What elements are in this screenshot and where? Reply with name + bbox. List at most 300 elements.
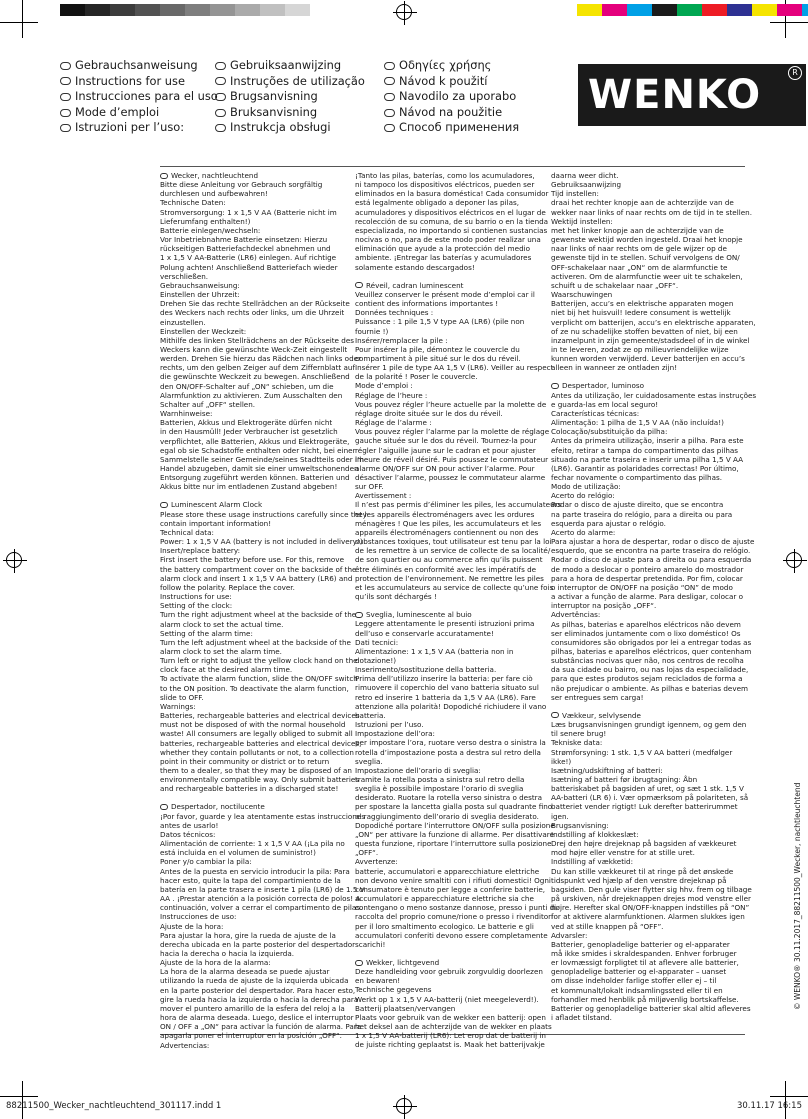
country-badge-icon xyxy=(551,383,559,389)
text-line: Turn the left adjustment wheel at the backside of the xyxy=(160,637,351,647)
text-line: First insert the battery before use. For this, remove xyxy=(160,555,344,565)
instruction-section xyxy=(551,381,757,702)
text-line: de les remettre à un service de collecte de sa localité/ xyxy=(355,546,551,556)
language-label: Οδηγίες χρήσης xyxy=(399,58,492,72)
crop-mark xyxy=(785,1081,786,1119)
country-badge-icon xyxy=(355,960,363,966)
text-line: Advertências: xyxy=(551,610,601,620)
text-line: appareils électroménagers contiennent ou non des xyxy=(355,527,539,537)
language-entry xyxy=(384,105,519,121)
text-line: esquerdo, que se encontra na parte traseira do relógio. xyxy=(551,546,751,556)
text-line: al raggiungimento dell’orario di sveglia desiderato. xyxy=(355,811,539,821)
text-line: situado na parte traseira e inserir uma pilha 1,5 V AA xyxy=(551,454,744,464)
text-line: contient des informations importantes ! xyxy=(355,299,499,309)
text-line: Technische Daten: xyxy=(160,198,226,208)
text-line: 1 x 1,5 V AA-batterij (LR6): Let erop dat de batterij in xyxy=(355,1031,546,1041)
text-line: Dati tecnici: xyxy=(355,637,399,647)
text-line: Alimentación de corriente: 1 x 1,5 V AA (¡La pila no xyxy=(160,839,345,849)
text-line: recolección de su comuna, de su barrio o en la tienda xyxy=(355,216,549,226)
text-line: højre. Herefter skal ON/OFF-knappen indstilles på “ON” xyxy=(551,903,750,913)
text-line: slide to OFF. xyxy=(160,692,204,702)
text-line: Brugsanvisning: xyxy=(551,820,609,830)
text-line: durchlesen und aufbewahren! xyxy=(160,189,268,199)
text-line: environmentally compatible way. Only submit batteries xyxy=(160,775,360,785)
country-badge-icon xyxy=(160,804,168,810)
text-line: Impostazione dell’orario di sveglia: xyxy=(355,765,481,775)
text-line: in den Hausmüll! Jeder Verbraucher ist gesetzlich xyxy=(160,427,338,437)
language-list-1 xyxy=(60,58,218,136)
language-entry xyxy=(384,89,519,105)
text-line: dotazione!) xyxy=(355,655,397,665)
crop-mark xyxy=(770,22,808,23)
text-line: antes de usarlo! xyxy=(160,820,219,830)
color-swatch xyxy=(260,4,285,16)
text-line: acumuladores y dispositivos eléctricos en el lugar de xyxy=(355,207,546,217)
text-line: Setting of the clock: xyxy=(160,601,233,611)
text-line: désactiver l’alarme, poussez le commutateur alarme xyxy=(355,473,546,482)
text-line: To activate the alarm function, slide the ON/OFF switch xyxy=(160,674,358,684)
text-line: Entsorgung zugeführt werden können. Batterien und xyxy=(160,473,350,483)
country-badge-icon xyxy=(60,124,71,132)
text-line: Indstilling af klokkeslæt: xyxy=(551,829,639,839)
text-line: Du kan stille vækkeuret til at ringe på det ønskede xyxy=(551,866,734,876)
text-line: Características técnicas: xyxy=(551,408,640,418)
text-line: (LR6). Garantir as polaridades correctas! Por último, xyxy=(551,463,739,473)
text-line: Colocação/substituição da pilha: xyxy=(551,427,668,437)
registration-mark-bottom xyxy=(396,1098,412,1114)
text-line: Inserimento/sostituzione della batteria. xyxy=(355,665,497,675)
text-line: Antes da utilização, ler cuidadosamente estas instruções xyxy=(551,390,757,400)
country-badge-icon xyxy=(551,712,559,718)
text-line: ser entregues sem carga! xyxy=(551,692,644,702)
text-line: naar links of naar rechts om de gele wijzer op de xyxy=(551,244,727,254)
section-title xyxy=(160,500,356,509)
text-line: per impostare l’ora, ruotare verso destra o sinistra la xyxy=(355,738,546,748)
text-line: batteriskabet på bagsiden af uret, og sæt 1 stk. 1,5 V xyxy=(551,784,744,794)
text-line: Rodar o disco de ajuste direito, que se encontra xyxy=(551,500,724,510)
text-line: batería en la parte trasera e inserte 1 pila (LR6) de 1.5 V xyxy=(160,884,365,894)
text-line: de son quartier ou au commerce afin qu’ils puissent xyxy=(355,555,543,565)
color-swatch xyxy=(577,4,602,16)
language-label: Navodilo za uporabo xyxy=(399,89,517,104)
language-label: Instrukcja obsługi xyxy=(230,120,331,135)
language-entry xyxy=(60,58,218,74)
text-line: gauche située sur le dos du réveil. Tournez-la pour xyxy=(355,436,537,446)
crop-mark xyxy=(0,22,38,23)
text-line: être éliminés en conformité avec les impératifs de xyxy=(355,564,537,574)
country-badge-icon xyxy=(60,93,71,101)
text-line: La hora de la alarma deseada se puede ajustar xyxy=(160,967,330,977)
top-rule xyxy=(160,166,745,167)
instruction-section xyxy=(355,610,557,949)
language-label: Gebruiksaanwijzing xyxy=(230,58,342,72)
text-line: Vous pouvez régler l’alarme par la molette de réglage xyxy=(355,427,550,437)
text-line: Setting of the alarm time: xyxy=(160,628,253,638)
text-line: them to a dealer, so that they may be disposed of an xyxy=(160,766,352,775)
country-badge-icon xyxy=(60,62,71,70)
color-swatch xyxy=(110,4,135,16)
language-entry xyxy=(60,120,218,136)
text-line: questa funzione, riportare l’interruttore sulla posizione xyxy=(355,839,552,849)
text-line: Werkt op 1 x 1,5 V AA-batterij (niet meegeleverd!). xyxy=(355,994,539,1004)
text-line: werden. Drehen Sie hierzu das Rädchen nach links oder xyxy=(160,354,362,364)
text-line: retro ed inserire 1 batteria da 1,5 V AA (LR6). Fare xyxy=(355,692,536,702)
text-line: for at aktivere alarmfunktionen. Alarmen slukkes igen xyxy=(551,912,745,922)
text-line: til senere brug! xyxy=(551,729,607,739)
text-line: ¡Tanto las pilas, baterías, como los acumuladores, xyxy=(355,171,535,180)
instruction-section xyxy=(160,171,365,492)
text-line: Strømforsyning: 1 stk. 1,5 V AA batteri (medfølger xyxy=(551,747,733,757)
language-entry xyxy=(215,58,365,74)
color-swatch xyxy=(777,4,802,16)
text-line: réglage droite située sur le dos du réveil. xyxy=(355,408,503,418)
country-badge-icon xyxy=(384,124,395,132)
text-line: efeito, retirar a tampa do compartimento das pilhas xyxy=(551,445,739,455)
color-swatch xyxy=(285,4,310,16)
language-entry xyxy=(215,105,365,121)
text-line: Mithilfe des linken Stellrädchens an der Rückseite des xyxy=(160,335,354,345)
text-line: to the ON position. To deactivate the alarm function, xyxy=(160,683,349,693)
text-line: ser eliminados juntamente com o lixo doméstico! Os xyxy=(551,628,741,638)
text-line: er lovmæssigt forpligtet til at aflevere alle batterier, xyxy=(551,958,739,968)
text-line: na parte traseira do relógio, para a direita ou para xyxy=(551,509,733,519)
text-line: Polung achten! Anschließend Batteriefach wieder xyxy=(160,262,338,272)
text-line: Insert/replace battery: xyxy=(160,546,241,556)
text-line: Poner y/o cambiar la pila: xyxy=(160,857,252,867)
text-line: Technical data: xyxy=(160,527,214,537)
color-swatch xyxy=(235,4,260,16)
text-line: Ajuste de la hora: xyxy=(160,921,224,931)
language-entry xyxy=(215,74,365,90)
crop-mark xyxy=(0,1096,38,1097)
country-badge-icon xyxy=(384,62,395,70)
text-line: den ON/OFF-Schalter auf „ON“ schieben, um die xyxy=(160,381,334,391)
color-swatch xyxy=(752,4,777,16)
text-line: niet bij het huisvuil! Iedere consument is wettelijk xyxy=(551,308,731,318)
text-line: Isætning af batteri før ibrugtagning: Åbn xyxy=(551,775,698,784)
text-line: ¡Por favor, guarde y lea atentamente estas instrucciones xyxy=(160,811,365,821)
text-column-1 xyxy=(160,171,367,1059)
language-label: Mode d’emploi xyxy=(75,104,160,119)
text-line: sveglia è possibile impostare l’orario di sveglia xyxy=(355,784,524,794)
text-line: Leggere attentamente le presenti istruzioni prima xyxy=(355,619,535,629)
text-line: dell’uso e conservarle accuratamente! xyxy=(355,628,494,638)
text-line: Waarschuwingen xyxy=(551,290,613,300)
instruction-section xyxy=(355,958,551,1050)
color-swatch xyxy=(85,4,110,16)
instruction-section xyxy=(551,710,752,1023)
footer-timestamp: 30.11.17 16:15 xyxy=(736,1101,802,1111)
text-line: clock face at the desired alarm time. xyxy=(160,665,293,675)
country-badge-icon xyxy=(384,109,395,117)
text-line: nocivas o no, para de este modo poder realizar una xyxy=(355,235,541,245)
text-line: scarichi! xyxy=(355,939,386,949)
country-badge-icon xyxy=(215,93,226,101)
text-line: Para ajustar la hora, gire la rueda de ajuste de la xyxy=(160,930,336,940)
text-line: verpflichtet, alle Batterien, Akkus und Elektrogeräte, xyxy=(160,436,350,446)
text-line: mover el puntero amarillo de la esfera del reloj a la xyxy=(160,1003,345,1013)
section-title-text: Wecker, nachtleuchtend xyxy=(171,171,259,180)
text-line: tramite la rotella posta a sinistra sul retro della xyxy=(355,775,525,784)
color-swatch xyxy=(602,4,627,16)
text-line: contain important information! xyxy=(160,518,272,528)
country-badge-icon xyxy=(355,282,363,288)
section-title xyxy=(355,958,551,967)
text-line: AA . ¡Prestar atención a la posición correcta de polos! A xyxy=(160,894,361,904)
text-line: follow the polarity. Replace the cover. xyxy=(160,582,295,592)
color-swatch xyxy=(185,4,210,16)
text-line: eliminación que ayude a la protección del medio xyxy=(355,244,531,254)
text-line: hacer esto, quite la tapa del compartimiento de la xyxy=(160,875,341,885)
text-line: daarna weer dicht. xyxy=(551,171,619,180)
text-line: de juiste richting geplaatst is. Maak het batterijvakje xyxy=(355,1040,545,1050)
color-swatch xyxy=(60,4,85,16)
text-line: waste! All consumers are legally obliged to submit all xyxy=(160,729,353,739)
text-line: ménagères ! Que les piles, les accumulateurs et les xyxy=(355,518,542,528)
wenko-logo xyxy=(578,64,806,126)
text-line: Réglage de l’heure : xyxy=(355,390,428,400)
text-line: o interruptor de ON/OFF na posição “ON” de modo xyxy=(551,582,733,592)
language-label: Návod k použití xyxy=(399,73,488,88)
text-line: sur OFF. xyxy=(355,482,384,492)
language-entry xyxy=(215,89,365,105)
text-line: Modo de utilização: xyxy=(551,482,621,492)
text-line: Læs brugsanvisningen grundigt igennem, og gem den xyxy=(551,720,747,730)
country-badge-icon xyxy=(60,77,71,85)
text-line: Advarsler: xyxy=(551,930,588,940)
crop-mark xyxy=(22,0,23,38)
text-line: Batterijen, accu’s en elektrische apparaten mogen xyxy=(551,299,734,309)
text-line: mod højre eller venstre for at stille uret. xyxy=(551,848,695,858)
text-line: batterie, accumulatori e apparecchiature elettriche xyxy=(355,866,540,876)
text-line: activeren. Om de alarmfunctie weer uit te schakelen, xyxy=(551,271,743,281)
text-line: Il n’est pas permis d’éliminer les piles, les accumulateurs xyxy=(355,500,562,510)
footer-file-name: 88211500_Wecker_nachtleuchtend_301117.indd 1 xyxy=(6,1101,222,1111)
language-entry xyxy=(384,74,519,90)
country-badge-icon xyxy=(215,124,226,132)
text-line: Antes de la puesta en servicio introducir la pila: Para xyxy=(160,866,350,876)
language-label: Instructions for use xyxy=(75,73,185,88)
text-line: ved at stille knappen på “OFF”. xyxy=(551,921,664,931)
text-line: „OFF“. xyxy=(355,848,379,858)
text-line: Vous pouvez régler l’heure actuelle par la molette de xyxy=(355,399,547,409)
color-swatch xyxy=(727,4,752,16)
section-title-text: Réveil, cadran luminescent xyxy=(366,280,464,290)
section-title-text: Luminescent Alarm Clock xyxy=(171,500,263,510)
text-line: Avertissement : xyxy=(355,491,412,501)
text-line: egal ob sie Schadstoffe enthalten oder nicht, bei einer xyxy=(160,445,356,455)
color-swatch xyxy=(677,4,702,16)
text-line: Akkus bitte nur im entladenen Zustand abgeben! xyxy=(160,482,338,492)
color-swatch xyxy=(627,4,652,16)
text-line: ON / OFF a „ON“ para activar la función de alarma. Para xyxy=(160,1022,362,1032)
text-line: hacia la derecha o hacia la izquierda. xyxy=(160,948,295,958)
country-badge-icon xyxy=(215,109,226,117)
text-line: batteria. xyxy=(355,710,386,720)
text-line: non devono venire smaltiti con i rifiuti domestici! Ogni xyxy=(355,875,551,885)
text-line: a activar a função de alarme. Para desligar, colocar o xyxy=(551,592,744,602)
text-line: apagarla poner el interruptor en la posición „OFF“. xyxy=(160,1031,342,1041)
text-line: på urskiven, når drejeknappen drejes mod venstre eller xyxy=(551,894,751,904)
section-title xyxy=(355,281,551,290)
text-line: rotella d’impostazione posta a destra sul retro della xyxy=(355,747,541,757)
text-line: batteriet vender rigtigt! Luk derefter batterirummet xyxy=(551,802,738,812)
text-line: rückseitigen Batteriefachdeckel abnehmen und xyxy=(160,244,331,254)
color-swatch xyxy=(160,4,185,16)
text-line: Gebruiksaanwijzing xyxy=(551,180,622,190)
text-line: Acerto do alarme: xyxy=(551,527,616,537)
text-line: Turn left or right to adjust the yellow clock hand on the xyxy=(160,656,358,666)
text-line: l’heure de réveil désiré. Puis poussez le commutateur xyxy=(355,454,549,464)
color-control-bar xyxy=(577,4,808,16)
country-badge-icon xyxy=(60,109,71,117)
color-swatch xyxy=(702,4,727,16)
language-label: Instruções de utilização xyxy=(230,73,365,88)
text-line: alarm clock and insert 1 x 1,5 V AA battery (LR6) and xyxy=(160,573,353,583)
language-label: Bruksanvisning xyxy=(230,104,318,119)
text-column-3 xyxy=(551,171,757,1031)
country-badge-icon xyxy=(355,612,363,618)
text-line: Turn the right adjustment wheel at the backside of the xyxy=(160,610,357,620)
text-line: Wektijd instellen: xyxy=(551,216,613,226)
language-label: Способ применения xyxy=(399,120,520,135)
text-line: Batterien, Akkus und Elektrogeräte dürfen nicht xyxy=(160,418,333,428)
text-line: verschließen. xyxy=(160,271,209,281)
text-line: kunnen worden verwijderd. Lever batterijen en accu’s xyxy=(551,354,745,364)
text-line: inzamelpunt in zijn gemeente/stadsdeel of in de winkel xyxy=(551,335,750,345)
text-line: verplicht om batterijen, accu’s en elektrische apparaten, xyxy=(551,317,756,327)
language-label: Istruzioni per l’uso: xyxy=(75,120,185,135)
text-line: solamente estando descargados! xyxy=(355,262,475,272)
text-line: Sammelstelle seiner Gemeinde/seines Stadtteils oder im xyxy=(160,454,365,464)
language-list-3 xyxy=(384,58,519,136)
text-line: Alimentazione: 1 x 1,5 V AA (batteria non in xyxy=(355,646,514,656)
text-line: da sua cidade ou bairro, ou nas lojas da especialidade, xyxy=(551,665,749,675)
text-line: per il loro smaltimento ecologico. Le batterie e gli xyxy=(355,921,534,931)
section-title xyxy=(160,171,356,180)
text-line: en bewaren! xyxy=(355,976,401,986)
color-swatch xyxy=(802,4,808,16)
text-line: raccolta del proprio comune/rione o presso i rivenditori xyxy=(355,912,554,922)
language-label: Gebrauchsanweisung xyxy=(75,58,198,72)
text-line: Batterier, genopladelige batterier og el-apparater xyxy=(551,939,730,949)
text-line: accumulatori e apparecchiature elettriche sia che xyxy=(355,894,534,904)
text-line: må ikke smides i skraldespanden. Enhver forbruger xyxy=(551,948,737,958)
text-line: gewenste tijd in te stellen. Schuif vervolgens de ON/ xyxy=(551,253,740,263)
text-line: Gebrauchsanweisung: xyxy=(160,280,240,290)
color-swatch xyxy=(135,4,160,16)
text-line: consumidores são obrigados por lei a entregar todas as xyxy=(551,637,752,647)
instruction-section xyxy=(160,802,365,1050)
language-entry xyxy=(384,120,519,136)
text-line: en la parte posterior del despertador. Para hacer esto, xyxy=(160,985,356,995)
language-entry xyxy=(60,89,218,105)
instruction-section xyxy=(551,171,756,373)
text-line: ikke!) xyxy=(551,756,572,766)
text-line: „ON“ per attivare la funzione di allarme. Per disattivare xyxy=(355,829,554,839)
text-line: die gewünschte Weckzeit zu bewegen. Anschließend xyxy=(160,372,350,382)
text-line: accumulatori conferiti devono essere completamente xyxy=(355,930,548,940)
text-line: Isætning/udskiftning af batteri: xyxy=(551,765,663,775)
text-line: Alimentação: 1 pilha de 1,5 V AA (não incluída!) xyxy=(551,418,724,428)
text-line: AA-batteri (LR 6) i. Vær opmærksom på polariteten, så xyxy=(551,793,749,803)
section-title xyxy=(551,381,747,390)
country-badge-icon xyxy=(160,173,168,179)
text-line: Alarmfunktion zu aktivieren. Zum Ausschalten den xyxy=(160,390,343,400)
text-line: ni tampoco los dispositivos eléctricos, pueden ser xyxy=(355,180,535,190)
text-line: must not be disposed of with the normal household xyxy=(160,720,346,730)
registration-mark-left xyxy=(6,552,22,568)
text-line: Ajuste de la hora de la alarma: xyxy=(160,958,271,968)
section-title xyxy=(551,711,747,720)
text-line: alleen in wanneer ze ontladen zijn! xyxy=(551,363,678,373)
instruction-section xyxy=(160,500,367,794)
text-line: Einstellen der Weckzeit: xyxy=(160,326,247,336)
text-line: Réglage de l’alarme : xyxy=(355,418,432,428)
text-line: não prejudicar o ambiente. As pilhas e baterias devem xyxy=(551,683,749,693)
text-line: Tijd instellen: xyxy=(551,189,599,199)
section-title xyxy=(355,610,551,619)
text-line: einzustellen. xyxy=(160,317,206,327)
text-line: draai het rechter knopje aan de achterzijde van de xyxy=(551,198,734,208)
language-list-2 xyxy=(215,58,365,136)
text-line: Datos técnicos: xyxy=(160,829,216,839)
text-line: Batteries, rechargeable batteries and electrical devices xyxy=(160,711,360,721)
text-line: Indstilling af vækketid: xyxy=(551,857,634,867)
country-badge-icon xyxy=(160,502,168,508)
text-line: whether they contain pollutants or not, to a collection xyxy=(160,747,354,757)
text-line: gewenste wektijd worden ingesteld. Draai het knopje xyxy=(551,235,743,245)
text-line: Power: 1 x 1,5 V AA (battery is not included in delivery!) xyxy=(160,537,363,547)
text-line: Dopodiché portare l’interruttore ON/OFF sulla posizione xyxy=(355,820,555,830)
text-line: and rechargeable batteries in a discharged state! xyxy=(160,784,339,794)
text-line: substances toxiques, tout utilisateur est tenu par la loi xyxy=(355,537,552,547)
text-line: om disse indeholder farlige stoffer eller ej – til xyxy=(551,976,717,986)
text-line: Advertencias: xyxy=(160,1040,210,1050)
text-line: des Weckers nach rechts oder links, um die Uhrzeit xyxy=(160,308,345,318)
text-line: et kommunalt/lokalt indsamlingssted eller til en xyxy=(551,985,723,995)
country-badge-icon xyxy=(215,62,226,70)
text-line: sveglia. xyxy=(355,756,383,766)
text-line: Plaats voor gebruik van de wekker een batterij: open xyxy=(355,1012,546,1022)
text-line: forhandler med henblik på miljøvenlig bortskaffelse. xyxy=(551,994,739,1004)
text-line: régler l’aiguille jaune sur le cadran et pour ajuster xyxy=(355,445,536,455)
text-line: consumatore è tenuto per legge a conferire batterie, xyxy=(355,884,546,894)
text-line: Tekniske data: xyxy=(551,738,603,748)
text-line: pilhas, baterias e aparelhos eléctricos, quer contenham xyxy=(551,646,752,656)
country-badge-icon xyxy=(384,93,395,101)
instruction-section xyxy=(355,171,551,272)
text-line: qu’ils sont déchargés ! xyxy=(355,592,437,602)
text-line: et les appareils électroménagers avec les ordures xyxy=(355,509,535,519)
language-entry xyxy=(215,120,365,136)
color-swatch xyxy=(210,4,235,16)
text-line: Antes da primeira utilização, inserir a pilha. Para este xyxy=(551,436,744,446)
text-line: alarm clock to set the alarm time. xyxy=(160,646,282,656)
text-line: continuación, volver a cerrar el compartimento de pilas. xyxy=(160,903,363,913)
text-line: Please store these usage instructions carefully since they xyxy=(160,509,367,519)
text-line: Technische gegevens xyxy=(355,985,432,995)
text-line: het deksel aan de achterzijde van de wekker en plaats xyxy=(355,1022,552,1032)
text-line: Drehen Sie das rechte Stellrädchen an der Rückseite xyxy=(160,299,350,309)
text-line: está incluida en el volumen de suministro!) xyxy=(160,848,316,858)
text-line: point in their community or district or to return xyxy=(160,756,330,766)
text-line: de modo a deslocar o ponteiro amarelo do mostrador xyxy=(551,564,744,574)
text-line: of ze nu schadelijke stoffen bevatten of niet, bij een xyxy=(551,326,738,336)
crop-mark xyxy=(770,1096,808,1097)
text-line: Mode d’emploi : xyxy=(355,381,413,391)
section-title-text: Vækkeur, selvlysende xyxy=(562,710,641,720)
